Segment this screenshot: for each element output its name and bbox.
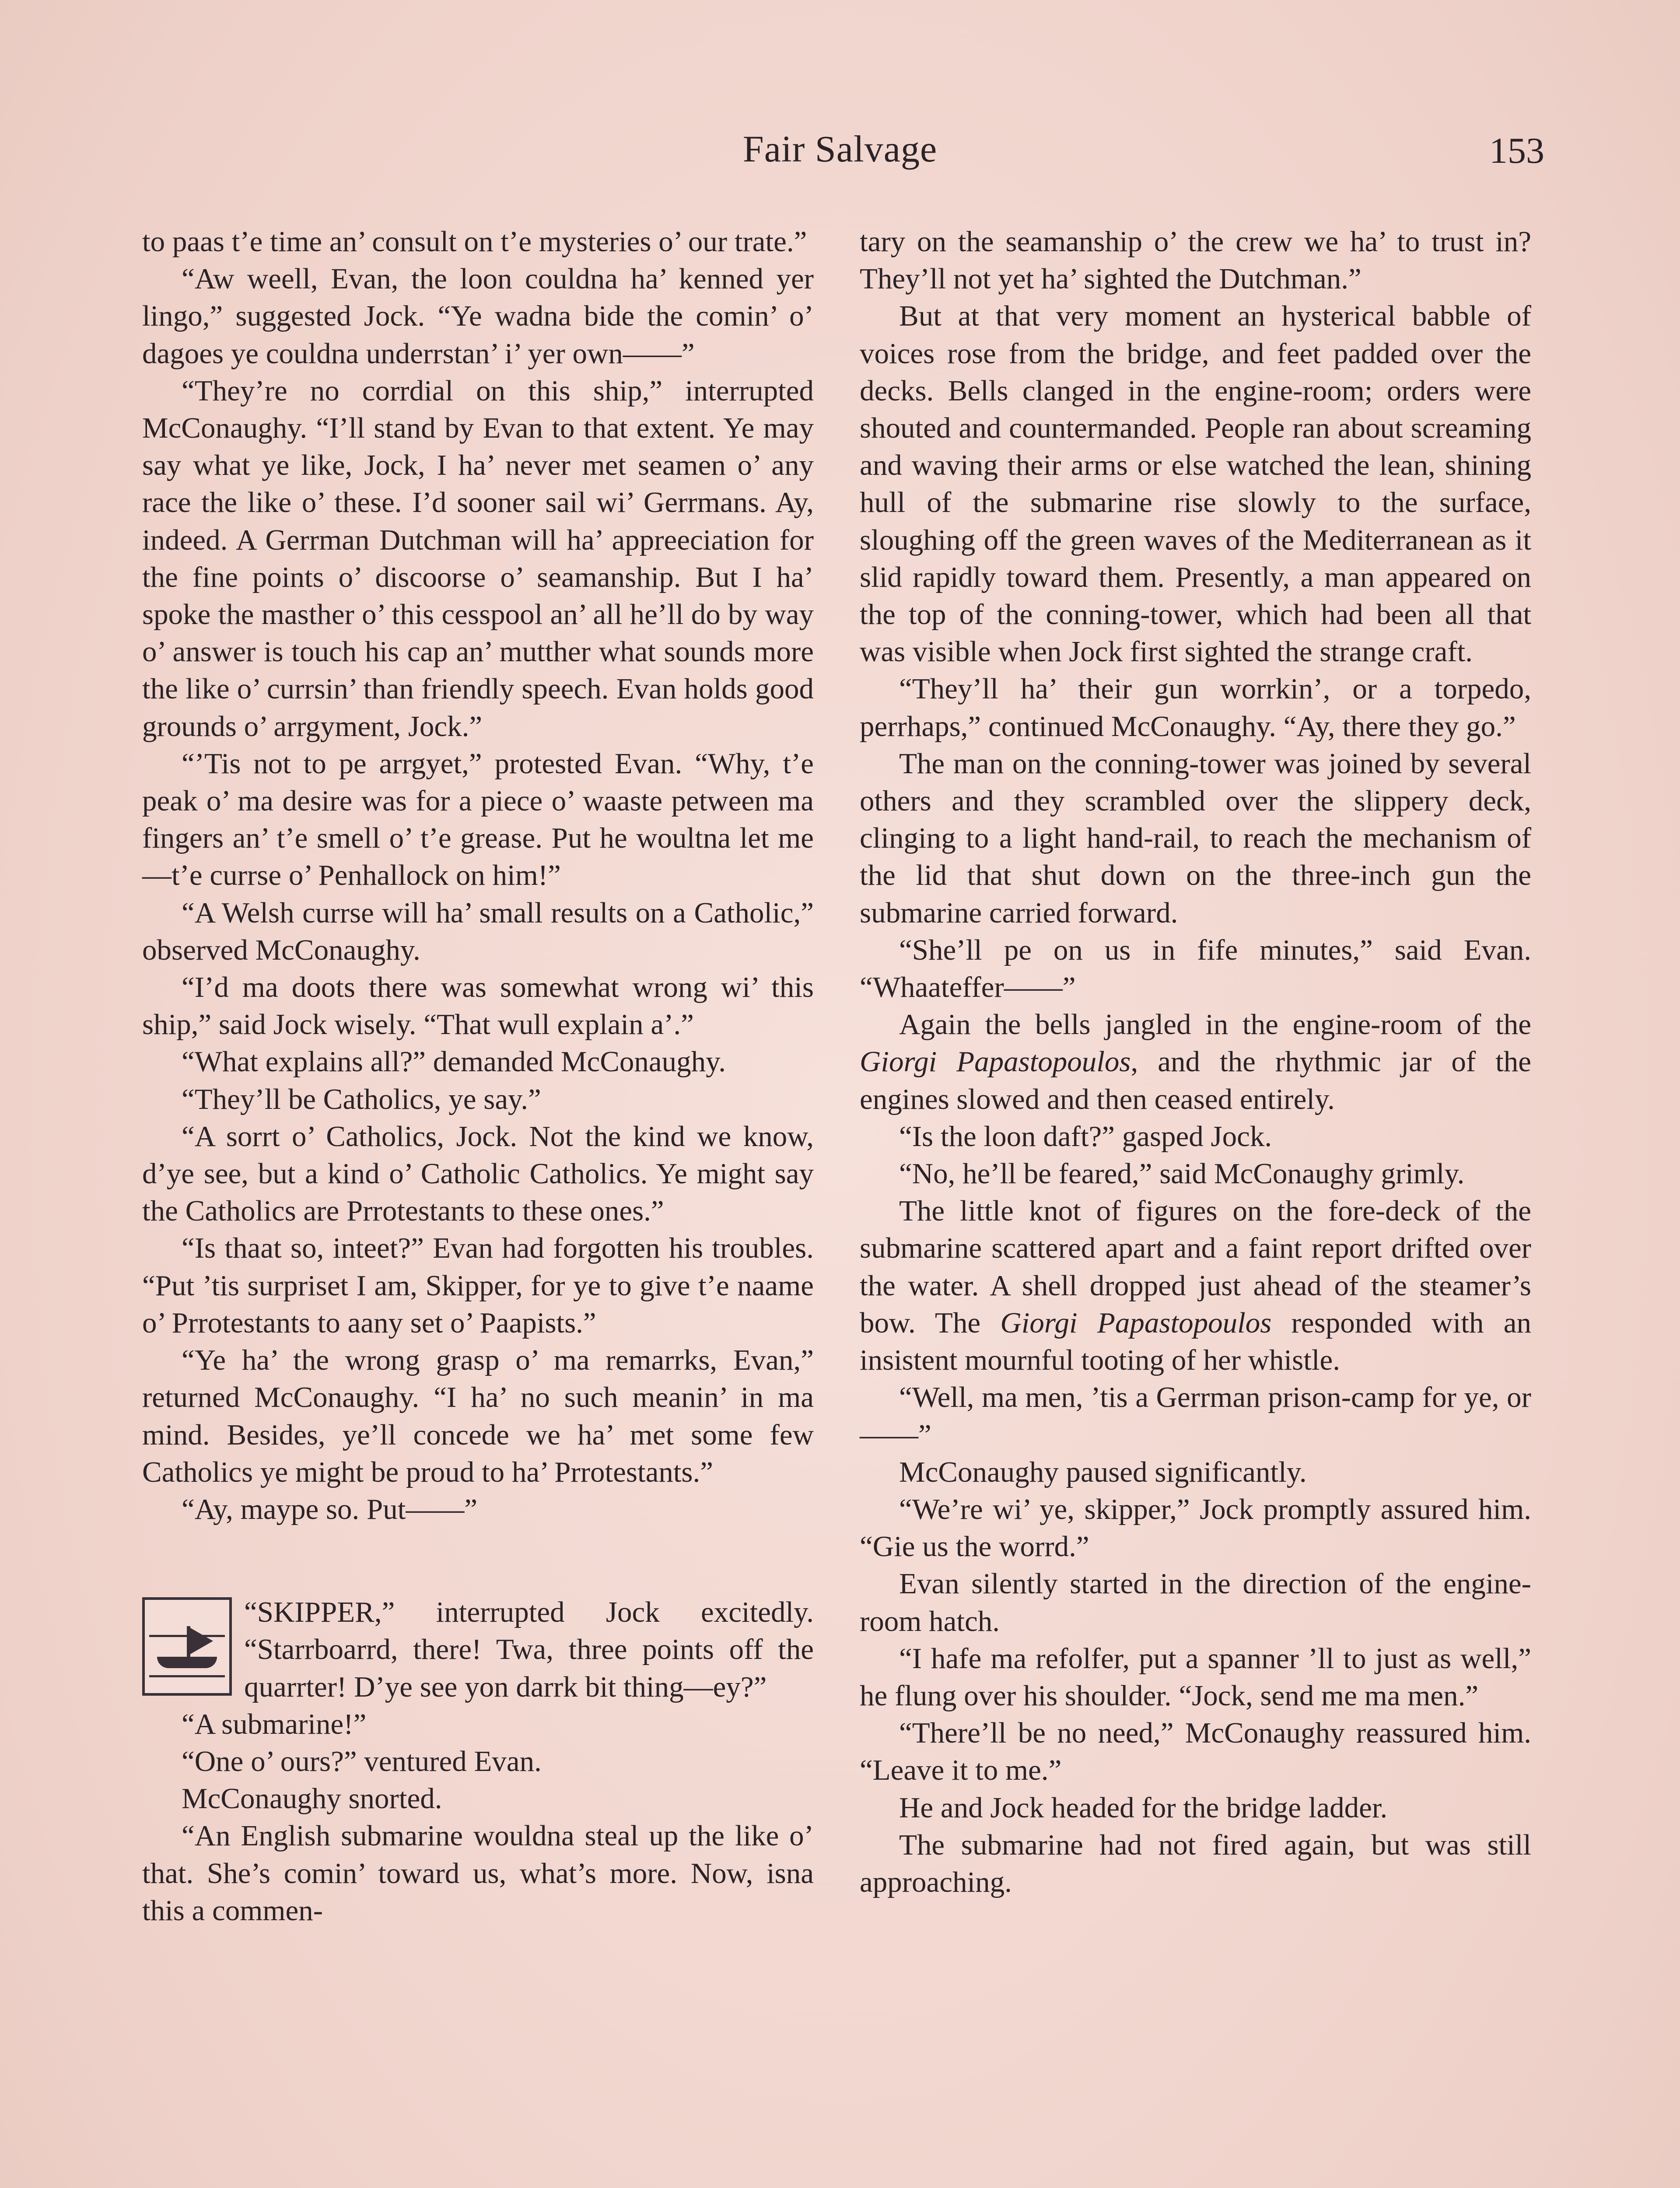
- paragraph: to paas t’e time an’ consult on t’e mysteries o’ our trate.”: [142, 225, 807, 258]
- running-head: Fair Salvage: [742, 128, 938, 170]
- dropcap-paragraph: [142, 1594, 814, 1706]
- paragraph: “An English submarine wouldna steal up the like o’ that. She’s comin’ toward us, what’s more. Now, isna this a commen-: [142, 1820, 814, 1927]
- paragraph: The submarine had not fired again, but was still approaching.: [860, 1828, 1531, 1898]
- paragraph: McConaughy paused significantly.: [899, 1455, 1307, 1488]
- paragraph: “A sorrt o’ Catholics, Jock. Not the kind we know, d’ye see, but a kind o’ Catholic Catholics. Ye might say the Catholics are Prrotestants to these ones.”: [142, 1120, 814, 1227]
- paragraph: “I’d ma doots there was somewhat wrong wi’ this ship,” said Jock wisely. “That wull explain a’.”: [142, 971, 814, 1041]
- paragraph: “They’re no corrdial on this ship,” interrupted McConaughy. “I’ll stand by Evan to that extent. Ye may say what ye like, Jock, I ha’ never met seamen o’ any race the like o’ these. I’d sooner sail wi’ Gerrmans. Ay, indeed. A Gerrman Dutchman will ha’ appreeciation for the fine points o’ discoorse o’ seamanship. But I ha’ spoke the masther o’ this cesspool an’ all he’ll do by way o’ answer is touch his cap an’ mutther what sounds more the like o’ currsin’ than friendly speech. Evan holds good grounds o’ arrgyment, Jock.”: [142, 374, 814, 743]
- paragraph: tary on the seamanship o’ the crew we ha’ to trust in? They’ll not yet ha’ sighted the Dutchman.”: [860, 225, 1531, 295]
- paragraph: “Ye ha’ the wrong grasp o’ ma remarrks, Evan,” returned McConaughy. “I ha’ no such meanin’ in ma mind. Besides, ye’ll concede we ha’ met some few Catholics ye might be proud to ha’ Prrotestants.”: [142, 1344, 814, 1488]
- paragraph: “One o’ ours?” ventured Evan.: [182, 1745, 542, 1778]
- section-break: [142, 1528, 814, 1594]
- ship-vignette-icon: [142, 1597, 232, 1696]
- text-run: Again the bells jangled in the engine-room of the: [899, 1008, 1531, 1041]
- ship-name: Giorgi Papastopoulos: [1000, 1306, 1272, 1339]
- paragraph: “SKIPPER,” interrupted Jock excitedly. “Starrboarrd, there! Twa, three points off the quarrter! D’ye see yon darrk bit thing—ey?”: [244, 1596, 814, 1703]
- paragraph: “’Tis not to pe arrgyet,” protested Evan. “Why, t’e peak o’ ma desire was for a piece o’ waaste petween ma fingers an’ t’e smell o’ t’e grease. Put he woultna let me—t’e currse o’ Penhallock on him!”: [142, 747, 814, 892]
- paragraph: But at that very moment an hysterical babble of voices rose from the bridge, and feet padded over the decks. Bells clanged in the engine-room; orders were shouted and countermanded. People ran about screaming and waving their arms or else watched the lean, shining hull of the submarine rise slowly to the surface, sloughing off the green waves of the Mediterranean as it slid rapidly toward them. Presently, a man appeared on the top of the conning-tower, which had been all that was visible when Jock first sighted the strange craft.: [860, 300, 1531, 668]
- ship-name: Giorgi Papastopoulos: [860, 1045, 1131, 1078]
- text-run: , and the rhythmic jar of the engines slowed and then ceased entirely.: [860, 1045, 1531, 1115]
- paragraph: “Well, ma men, ’tis a Gerrman prison-camp for ye, or——”: [860, 1381, 1531, 1451]
- paragraph: McConaughy snorted.: [182, 1782, 442, 1815]
- paragraph: Evan silently started in the direction of the engine-room hatch.: [860, 1567, 1531, 1637]
- paragraph: “Is the loon daft?” gasped Jock.: [899, 1120, 1272, 1153]
- paragraph: [860, 1192, 1531, 1379]
- paragraph: He and Jock headed for the bridge ladder.: [899, 1791, 1388, 1824]
- paragraph: “They’ll ha’ their gun worrkin’, or a torpedo, perrhaps,” continued McConaughy. “Ay, there they go.”: [860, 673, 1531, 743]
- paragraph: The man on the conning-tower was joined by several others and they scrambled over the slippery deck, clinging to a light hand-rail, to reach the mechanism of the lid that shut down on the three-inch gun the submarine carried forward.: [860, 747, 1531, 929]
- left-column: [142, 223, 814, 1929]
- page-number: 153: [1489, 130, 1544, 171]
- paragraph: “No, he’ll be feared,” said McConaughy grimly.: [899, 1157, 1465, 1190]
- paragraph: “Is thaat so, inteet?” Evan had forgotten his troubles. “Put ’tis surpriset I am, Skipper, for ye to give t’e naame o’ Prrotestants to aany set o’ Paapists.”: [142, 1232, 814, 1339]
- paragraph: “We’re wi’ ye, skipper,” Jock promptly assured him. “Gie us the worrd.”: [860, 1493, 1531, 1563]
- paragraph: “A submarine!”: [182, 1708, 367, 1740]
- paragraph: [860, 1006, 1531, 1118]
- paragraph: “I hafe ma refolfer, put a spanner ’ll to just as well,” he flung over his shoulder. “Jock, send me ma men.”: [860, 1642, 1531, 1712]
- paragraph: “There’ll be no need,” McConaughy reassured him. “Leave it to me.”: [860, 1717, 1531, 1787]
- paragraph: “She’ll pe on us in fife minutes,” said Evan. “Whaateffer——”: [860, 933, 1531, 1004]
- paragraph: “A Welsh currse will ha’ small results on a Catholic,” observed McConaughy.: [142, 896, 814, 966]
- text-run: responded with an insistent mournful tooting of her whistle.: [860, 1306, 1531, 1377]
- paragraph: “Ay, maype so. Put——”: [182, 1493, 478, 1525]
- right-column: [860, 223, 1531, 1901]
- paragraph: “What explains all?” demanded McConaughy.: [182, 1045, 726, 1078]
- paragraph: “They’ll be Catholics, ye say.”: [182, 1083, 541, 1115]
- text-run: The little knot of figures on the fore-deck of the submarine scattered apart and a faint report drifted over the water. A shell dropped just ahead of the steamer’s bow. The: [860, 1195, 1531, 1339]
- paragraph: “Aw weell, Evan, the loon couldna ha’ kenned yer lingo,” suggested Jock. “Ye wadna bide the comin’ o’ dagoes ye couldna underrstan’ i’ yer own——”: [142, 263, 814, 370]
